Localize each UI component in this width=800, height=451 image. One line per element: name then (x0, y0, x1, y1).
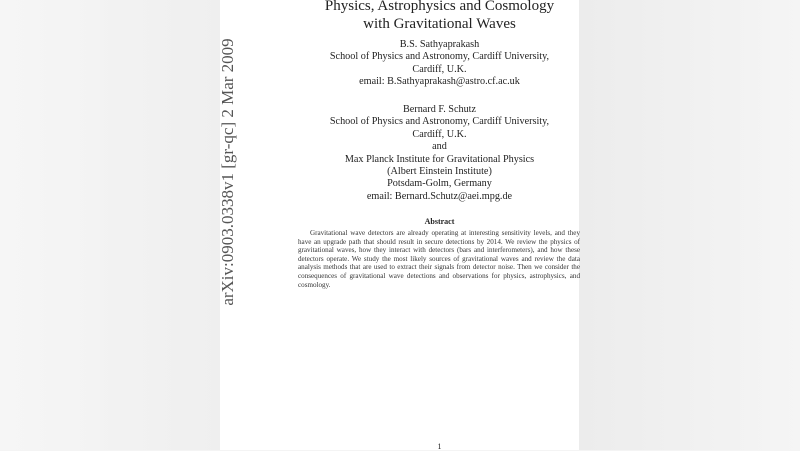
page-number: 1 (437, 442, 442, 451)
author-city: Cardiff, U.K. (412, 128, 467, 140)
author-block-1 (220, 39, 659, 89)
author-affiliation-2: Max Planck Institute for Gravitational Physics (344, 153, 535, 165)
author-affiliation: School of Physics and Astronomy, Cardiff University, (329, 116, 550, 128)
author-name: B.S. Sathyaprakash (399, 39, 480, 50)
author-email: email: Bernard.Schutz@aei.mpg.de (366, 190, 513, 202)
author-affiliation-2b: (Albert Einstein Institute) (387, 166, 492, 178)
author-block-2 (220, 104, 659, 203)
title-line: with Gravitational Waves (363, 16, 516, 32)
arxiv-stamp: arXiv:0903.0338v1 [gr-qc] 2 Mar 2009 (218, 38, 237, 306)
paper-title (220, 0, 659, 33)
author-affiliation: School of Physics and Astronomy, Cardiff University, (329, 51, 550, 63)
author-and: and (432, 141, 447, 153)
background-left (0, 0, 220, 450)
author-name: Bernard F. Schutz (402, 104, 477, 115)
author-city-2: Potsdam-Golm, Germany (387, 178, 492, 190)
abstract-text: Gravitational wave detectors are already operating at interesting sensitivity levels, and they have an upgrade path that should result in secure detections by 2014. We review the physics of gravitational waves, how they interact with detectors (bars and interferometers), and how these detectors operate. We study the most likely sources of gravitational waves and review the data analysis methods that are used to extract their signals from detector noise. Then we consider the consequences of gravitational wave detections and observations for physics, astrophysics, and cosmology. (298, 229, 580, 289)
title-line: Physics, Astrophysics and Cosmology (324, 0, 555, 14)
author-email: email: B.Sathyaprakash@astro.cf.ac.uk (359, 76, 520, 88)
abstract-heading: Abstract (424, 217, 455, 226)
author-city: Cardiff, U.K. (412, 63, 467, 75)
paper-page (220, 0, 579, 450)
